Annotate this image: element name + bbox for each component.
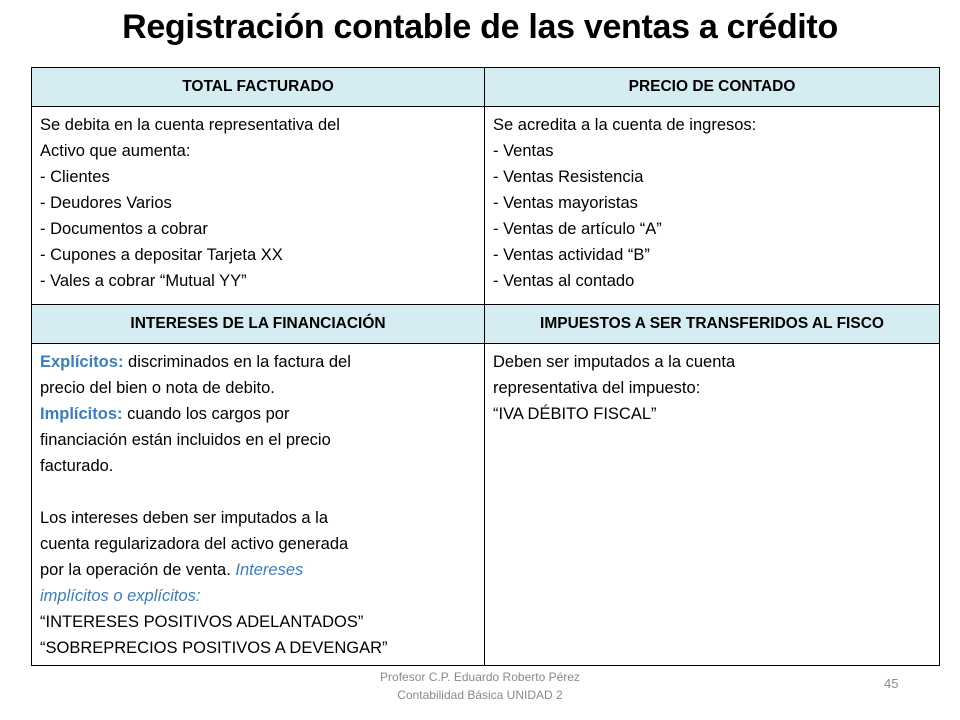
interest-types-label: implícitos o explícitos: [40, 587, 201, 605]
paragraph-spacer [40, 479, 476, 505]
cell-total-facturado [32, 107, 485, 305]
text-line: Se debita en la cuenta representativa del [40, 116, 340, 134]
text-line: - Ventas de artículo “A” [493, 220, 662, 238]
text-line [40, 401, 476, 427]
text-line: - Deudores Varios [40, 194, 172, 212]
text-line [40, 557, 476, 583]
cell-precio-contado [485, 107, 940, 305]
slide-title: Registración contable de las ventas a crédito [122, 8, 838, 46]
header-precio-contado [485, 68, 940, 107]
header-label: PRECIO DE CONTADO [628, 78, 796, 95]
text-line: - Cupones a depositar Tarjeta XX [40, 246, 283, 264]
text-line: Los intereses deben ser imputados a la [40, 509, 329, 527]
implicit-text: cuando los cargos por [122, 405, 290, 423]
text-line: - Vales a cobrar “Mutual YY” [40, 272, 247, 290]
implicit-label: Implícitos: [40, 405, 123, 423]
table-row [32, 107, 940, 305]
footer-author: Profesor C.P. Eduardo Roberto Pérez [380, 670, 580, 684]
header-label: INTERESES DE LA FINANCIACIÓN [130, 315, 386, 332]
text-line: - Ventas al contado [493, 272, 635, 290]
text-line: financiación están incluidos en el precio [40, 431, 331, 449]
page-number: 45 [884, 676, 899, 691]
account-name: “SOBREPRECIOS POSITIVOS A DEVENGAR” [40, 639, 388, 657]
header-label: TOTAL FACTURADO [182, 78, 334, 95]
table-row [32, 344, 940, 666]
text-line [40, 349, 476, 375]
account-name: “INTERESES POSITIVOS ADELANTADOS” [40, 613, 364, 631]
text-line: representativa del impuesto: [493, 379, 701, 397]
text-line: - Documentos a cobrar [40, 220, 208, 238]
accounting-table [31, 67, 940, 666]
header-label: IMPUESTOS A SER TRANSFERIDOS AL FISCO [540, 315, 884, 332]
text-line: - Ventas mayoristas [493, 194, 638, 212]
text-line: Se acredita a la cuenta de ingresos: [493, 116, 757, 134]
text-line: cuenta regularizadora del activo generada [40, 535, 349, 553]
text-line: - Ventas [493, 142, 554, 160]
para2-text: por la operación de venta. [40, 561, 236, 579]
table-header-row [32, 305, 940, 344]
footer-course: Contabilidad Básica UNIDAD 2 [397, 688, 563, 702]
text-line: facturado. [40, 457, 114, 475]
header-total-facturado [32, 68, 485, 107]
cell-intereses-financiacion [32, 344, 485, 666]
explicit-text: discriminados en la factura del [123, 353, 351, 371]
text-line: - Ventas actividad “B” [493, 246, 650, 264]
header-intereses-financiacion [32, 305, 485, 344]
text-line: Deben ser imputados a la cuenta [493, 353, 736, 371]
slide-footer [320, 668, 640, 704]
header-impuestos-fisco [485, 305, 940, 344]
cell-impuestos-fisco [485, 344, 940, 666]
explicit-label: Explícitos: [40, 353, 124, 371]
table-header-row [32, 68, 940, 107]
text-line: Activo que aumenta: [40, 142, 191, 160]
account-name: “IVA DÉBITO FISCAL” [493, 405, 657, 423]
interest-types-label: Intereses [235, 561, 304, 579]
text-line: - Ventas Resistencia [493, 168, 644, 186]
text-line: - Clientes [40, 168, 110, 186]
text-line: precio del bien o nota de debito. [40, 379, 275, 397]
